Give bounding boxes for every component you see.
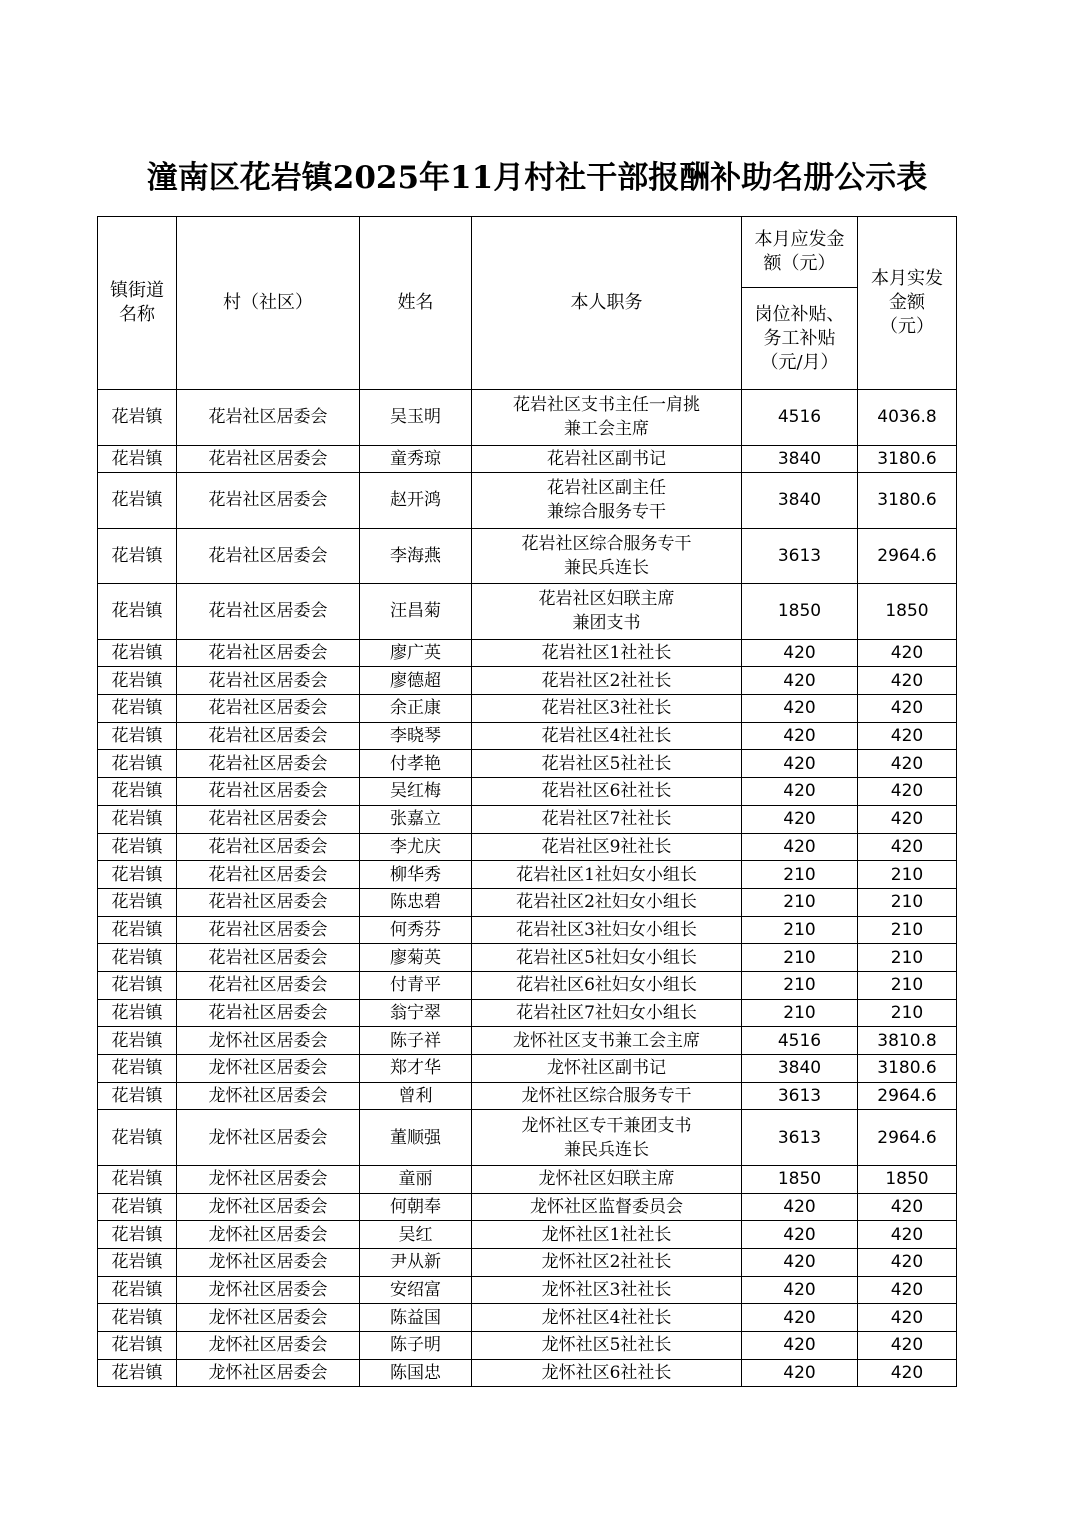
cell-village: 花岩社区居委会 (177, 833, 360, 861)
cell-village: 花岩社区居委会 (177, 390, 360, 446)
cell-paid-amount: 420 (858, 1193, 957, 1221)
cell-position: 花岩社区9社社长 (472, 833, 742, 861)
cell-paid-amount: 210 (858, 888, 957, 916)
cell-due-amount: 210 (742, 944, 858, 972)
cell-due-amount: 420 (742, 778, 858, 806)
cell-village: 花岩社区居委会 (177, 750, 360, 778)
cell-paid-amount: 1850 (858, 584, 957, 640)
cell-village: 花岩社区居委会 (177, 695, 360, 723)
cell-due-amount: 420 (742, 1359, 858, 1387)
cell-paid-amount: 420 (858, 1359, 957, 1387)
cell-name: 赵开鸿 (360, 473, 472, 529)
table-row (98, 805, 957, 833)
cell-village: 花岩社区居委会 (177, 805, 360, 833)
cell-due-amount: 420 (742, 833, 858, 861)
cell-name: 童丽 (360, 1165, 472, 1193)
cell-town: 花岩镇 (98, 833, 177, 861)
cell-name: 郑才华 (360, 1055, 472, 1083)
cell-town: 花岩镇 (98, 639, 177, 667)
cell-town: 花岩镇 (98, 1165, 177, 1193)
cell-village: 龙怀社区居委会 (177, 1359, 360, 1387)
cell-town: 花岩镇 (98, 1359, 177, 1387)
header-village: 村（社区） (177, 217, 360, 390)
cell-name: 何秀芬 (360, 916, 472, 944)
cell-town: 花岩镇 (98, 1027, 177, 1055)
cell-position: 龙怀社区5社社长 (472, 1332, 742, 1360)
cell-name: 吴红梅 (360, 778, 472, 806)
cell-due-amount: 420 (742, 667, 858, 695)
cell-name: 付青平 (360, 971, 472, 999)
cell-village: 花岩社区居委会 (177, 999, 360, 1027)
cell-due-amount: 4516 (742, 390, 858, 446)
cell-due-amount: 1850 (742, 584, 858, 640)
cell-village: 花岩社区居委会 (177, 916, 360, 944)
cell-position: 花岩社区综合服务专干 兼民兵连长 (472, 528, 742, 584)
cell-village: 花岩社区居委会 (177, 722, 360, 750)
cell-village: 花岩社区居委会 (177, 639, 360, 667)
table-row (98, 778, 957, 806)
cell-village: 花岩社区居委会 (177, 528, 360, 584)
cell-due-amount: 3840 (742, 473, 858, 529)
cell-town: 花岩镇 (98, 971, 177, 999)
cell-name: 尹从新 (360, 1248, 472, 1276)
cell-paid-amount: 420 (858, 750, 957, 778)
cell-town: 花岩镇 (98, 473, 177, 529)
table-row (98, 528, 957, 584)
table-row (98, 861, 957, 889)
cell-name: 张嘉立 (360, 805, 472, 833)
page-title: 潼南区花岩镇2025年11月村社干部报酬补助名册公示表 (146, 160, 928, 196)
cell-town: 花岩镇 (98, 999, 177, 1027)
cell-village: 龙怀社区居委会 (177, 1082, 360, 1110)
cell-position: 花岩社区副主任 兼综合服务专干 (472, 473, 742, 529)
table-row (98, 584, 957, 640)
cell-town: 花岩镇 (98, 888, 177, 916)
cell-position: 龙怀社区3社社长 (472, 1276, 742, 1304)
cell-name: 陈子明 (360, 1332, 472, 1360)
table-row (98, 445, 957, 473)
table-row (98, 888, 957, 916)
cell-name: 李海燕 (360, 528, 472, 584)
cell-town: 花岩镇 (98, 750, 177, 778)
table-row (98, 750, 957, 778)
cell-paid-amount: 420 (858, 1248, 957, 1276)
cell-paid-amount: 420 (858, 805, 957, 833)
cell-due-amount: 210 (742, 971, 858, 999)
table-row (98, 1332, 957, 1360)
cell-paid-amount: 210 (858, 944, 957, 972)
cell-paid-amount: 2964.6 (858, 528, 957, 584)
cell-paid-amount: 420 (858, 1332, 957, 1360)
cell-paid-amount: 210 (858, 999, 957, 1027)
cell-position: 花岩社区支书主任一肩挑 兼工会主席 (472, 390, 742, 446)
table-row (98, 999, 957, 1027)
table-row (98, 833, 957, 861)
cell-village: 龙怀社区居委会 (177, 1110, 360, 1166)
cell-paid-amount: 420 (858, 667, 957, 695)
cell-town: 花岩镇 (98, 1055, 177, 1083)
header-town: 镇街道 名称 (98, 217, 177, 390)
cell-name: 柳华秀 (360, 861, 472, 889)
cell-paid-amount: 420 (858, 778, 957, 806)
cell-name: 陈国忠 (360, 1359, 472, 1387)
cell-town: 花岩镇 (98, 805, 177, 833)
cell-name: 李晓琴 (360, 722, 472, 750)
cell-paid-amount: 420 (858, 695, 957, 723)
cell-position: 花岩社区副书记 (472, 445, 742, 473)
payroll-table (97, 216, 957, 1387)
cell-position: 龙怀社区4社社长 (472, 1304, 742, 1332)
cell-village: 龙怀社区居委会 (177, 1248, 360, 1276)
cell-paid-amount: 3180.6 (858, 1055, 957, 1083)
cell-village: 龙怀社区居委会 (177, 1165, 360, 1193)
cell-position: 龙怀社区支书兼工会主席 (472, 1027, 742, 1055)
cell-town: 花岩镇 (98, 1276, 177, 1304)
table-row (98, 1055, 957, 1083)
cell-town: 花岩镇 (98, 778, 177, 806)
cell-paid-amount: 2964.6 (858, 1082, 957, 1110)
cell-town: 花岩镇 (98, 445, 177, 473)
cell-paid-amount: 210 (858, 861, 957, 889)
table-row (98, 1359, 957, 1387)
cell-village: 花岩社区居委会 (177, 584, 360, 640)
cell-village: 花岩社区居委会 (177, 861, 360, 889)
cell-town: 花岩镇 (98, 1332, 177, 1360)
cell-name: 吴红 (360, 1221, 472, 1249)
table-row (98, 667, 957, 695)
cell-village: 花岩社区居委会 (177, 778, 360, 806)
cell-village: 花岩社区居委会 (177, 888, 360, 916)
cell-paid-amount: 4036.8 (858, 390, 957, 446)
cell-due-amount: 3840 (742, 445, 858, 473)
cell-due-amount: 4516 (742, 1027, 858, 1055)
table-row (98, 390, 957, 446)
cell-due-amount: 3613 (742, 1082, 858, 1110)
cell-due-amount: 420 (742, 722, 858, 750)
cell-village: 龙怀社区居委会 (177, 1304, 360, 1332)
cell-due-amount: 3840 (742, 1055, 858, 1083)
cell-name: 廖菊英 (360, 944, 472, 972)
cell-paid-amount: 210 (858, 916, 957, 944)
cell-village: 龙怀社区居委会 (177, 1193, 360, 1221)
cell-town: 花岩镇 (98, 944, 177, 972)
table-body (98, 390, 957, 1387)
cell-due-amount: 3613 (742, 528, 858, 584)
cell-due-amount: 420 (742, 750, 858, 778)
cell-town: 花岩镇 (98, 861, 177, 889)
cell-due-amount: 420 (742, 695, 858, 723)
cell-position: 花岩社区6社社长 (472, 778, 742, 806)
cell-due-amount: 420 (742, 1276, 858, 1304)
cell-paid-amount: 3810.8 (858, 1027, 957, 1055)
cell-paid-amount: 2964.6 (858, 1110, 957, 1166)
cell-town: 花岩镇 (98, 1110, 177, 1166)
table-row (98, 473, 957, 529)
header-due-sub: 岗位补贴、 务工补贴 （元/月） (742, 288, 858, 390)
cell-position: 花岩社区5社社长 (472, 750, 742, 778)
cell-due-amount: 210 (742, 861, 858, 889)
cell-position: 龙怀社区副书记 (472, 1055, 742, 1083)
table-row (98, 916, 957, 944)
table-row (98, 1165, 957, 1193)
cell-position: 花岩社区7社社长 (472, 805, 742, 833)
cell-village: 龙怀社区居委会 (177, 1027, 360, 1055)
cell-due-amount: 210 (742, 888, 858, 916)
cell-paid-amount: 3180.6 (858, 473, 957, 529)
cell-name: 汪昌菊 (360, 584, 472, 640)
cell-paid-amount: 1850 (858, 1165, 957, 1193)
cell-position: 花岩社区2社社长 (472, 667, 742, 695)
table-row (98, 944, 957, 972)
cell-town: 花岩镇 (98, 667, 177, 695)
cell-due-amount: 420 (742, 1221, 858, 1249)
cell-position: 花岩社区1社社长 (472, 639, 742, 667)
header-name: 姓名 (360, 217, 472, 390)
cell-position: 花岩社区4社社长 (472, 722, 742, 750)
cell-name: 吴玉明 (360, 390, 472, 446)
cell-town: 花岩镇 (98, 722, 177, 750)
cell-name: 余正康 (360, 695, 472, 723)
cell-name: 曾利 (360, 1082, 472, 1110)
cell-name: 李尤庆 (360, 833, 472, 861)
cell-position: 龙怀社区专干兼团支书 兼民兵连长 (472, 1110, 742, 1166)
cell-village: 花岩社区居委会 (177, 473, 360, 529)
table-row (98, 639, 957, 667)
cell-village: 龙怀社区居委会 (177, 1221, 360, 1249)
cell-town: 花岩镇 (98, 1248, 177, 1276)
table-row (98, 1221, 957, 1249)
cell-position: 花岩社区3社妇女小组长 (472, 916, 742, 944)
cell-paid-amount: 420 (858, 639, 957, 667)
cell-paid-amount: 3180.6 (858, 445, 957, 473)
cell-name: 陈益国 (360, 1304, 472, 1332)
cell-name: 何朝奉 (360, 1193, 472, 1221)
header-position: 本人职务 (472, 217, 742, 390)
cell-position: 龙怀社区妇联主席 (472, 1165, 742, 1193)
cell-name: 廖德超 (360, 667, 472, 695)
cell-position: 龙怀社区1社社长 (472, 1221, 742, 1249)
cell-village: 花岩社区居委会 (177, 445, 360, 473)
header-due-group: 本月应发金 额（元） (742, 217, 858, 288)
cell-position: 花岩社区3社社长 (472, 695, 742, 723)
cell-due-amount: 420 (742, 639, 858, 667)
cell-paid-amount: 420 (858, 1304, 957, 1332)
cell-village: 龙怀社区居委会 (177, 1055, 360, 1083)
cell-village: 花岩社区居委会 (177, 667, 360, 695)
cell-village: 花岩社区居委会 (177, 944, 360, 972)
cell-position: 花岩社区2社妇女小组长 (472, 888, 742, 916)
cell-position: 龙怀社区监督委员会 (472, 1193, 742, 1221)
cell-position: 花岩社区1社妇女小组长 (472, 861, 742, 889)
cell-position: 龙怀社区6社社长 (472, 1359, 742, 1387)
cell-position: 龙怀社区综合服务专干 (472, 1082, 742, 1110)
cell-due-amount: 420 (742, 1304, 858, 1332)
cell-town: 花岩镇 (98, 1082, 177, 1110)
cell-name: 董顺强 (360, 1110, 472, 1166)
table-row (98, 1193, 957, 1221)
table-row (98, 1276, 957, 1304)
table-row (98, 1027, 957, 1055)
cell-paid-amount: 420 (858, 1276, 957, 1304)
cell-name: 陈忠碧 (360, 888, 472, 916)
cell-name: 廖广英 (360, 639, 472, 667)
cell-due-amount: 3613 (742, 1110, 858, 1166)
cell-name: 付孝艳 (360, 750, 472, 778)
cell-name: 童秀琼 (360, 445, 472, 473)
cell-town: 花岩镇 (98, 1304, 177, 1332)
cell-name: 安绍富 (360, 1276, 472, 1304)
cell-town: 花岩镇 (98, 1193, 177, 1221)
cell-village: 花岩社区居委会 (177, 971, 360, 999)
cell-position: 花岩社区6社妇女小组长 (472, 971, 742, 999)
cell-due-amount: 210 (742, 916, 858, 944)
cell-position: 花岩社区5社妇女小组长 (472, 944, 742, 972)
cell-village: 龙怀社区居委会 (177, 1276, 360, 1304)
table-row (98, 1304, 957, 1332)
cell-position: 花岩社区7社妇女小组长 (472, 999, 742, 1027)
cell-paid-amount: 420 (858, 1221, 957, 1249)
table-row (98, 971, 957, 999)
header-paid: 本月实发 金额 （元） (858, 217, 957, 390)
table-row (98, 695, 957, 723)
cell-name: 翁宁翠 (360, 999, 472, 1027)
cell-paid-amount: 420 (858, 722, 957, 750)
cell-town: 花岩镇 (98, 1221, 177, 1249)
table-header (98, 217, 957, 390)
cell-due-amount: 420 (742, 805, 858, 833)
cell-town: 花岩镇 (98, 916, 177, 944)
cell-due-amount: 420 (742, 1332, 858, 1360)
cell-position: 花岩社区妇联主席 兼团支书 (472, 584, 742, 640)
cell-paid-amount: 420 (858, 833, 957, 861)
cell-paid-amount: 210 (858, 971, 957, 999)
cell-due-amount: 210 (742, 999, 858, 1027)
cell-town: 花岩镇 (98, 584, 177, 640)
table-row (98, 1248, 957, 1276)
cell-village: 龙怀社区居委会 (177, 1332, 360, 1360)
cell-position: 龙怀社区2社社长 (472, 1248, 742, 1276)
table-row (98, 722, 957, 750)
cell-town: 花岩镇 (98, 390, 177, 446)
cell-due-amount: 1850 (742, 1165, 858, 1193)
cell-name: 陈子祥 (360, 1027, 472, 1055)
cell-town: 花岩镇 (98, 695, 177, 723)
table-row (98, 1110, 957, 1166)
cell-due-amount: 420 (742, 1193, 858, 1221)
cell-due-amount: 420 (742, 1248, 858, 1276)
table-row (98, 1082, 957, 1110)
cell-town: 花岩镇 (98, 528, 177, 584)
